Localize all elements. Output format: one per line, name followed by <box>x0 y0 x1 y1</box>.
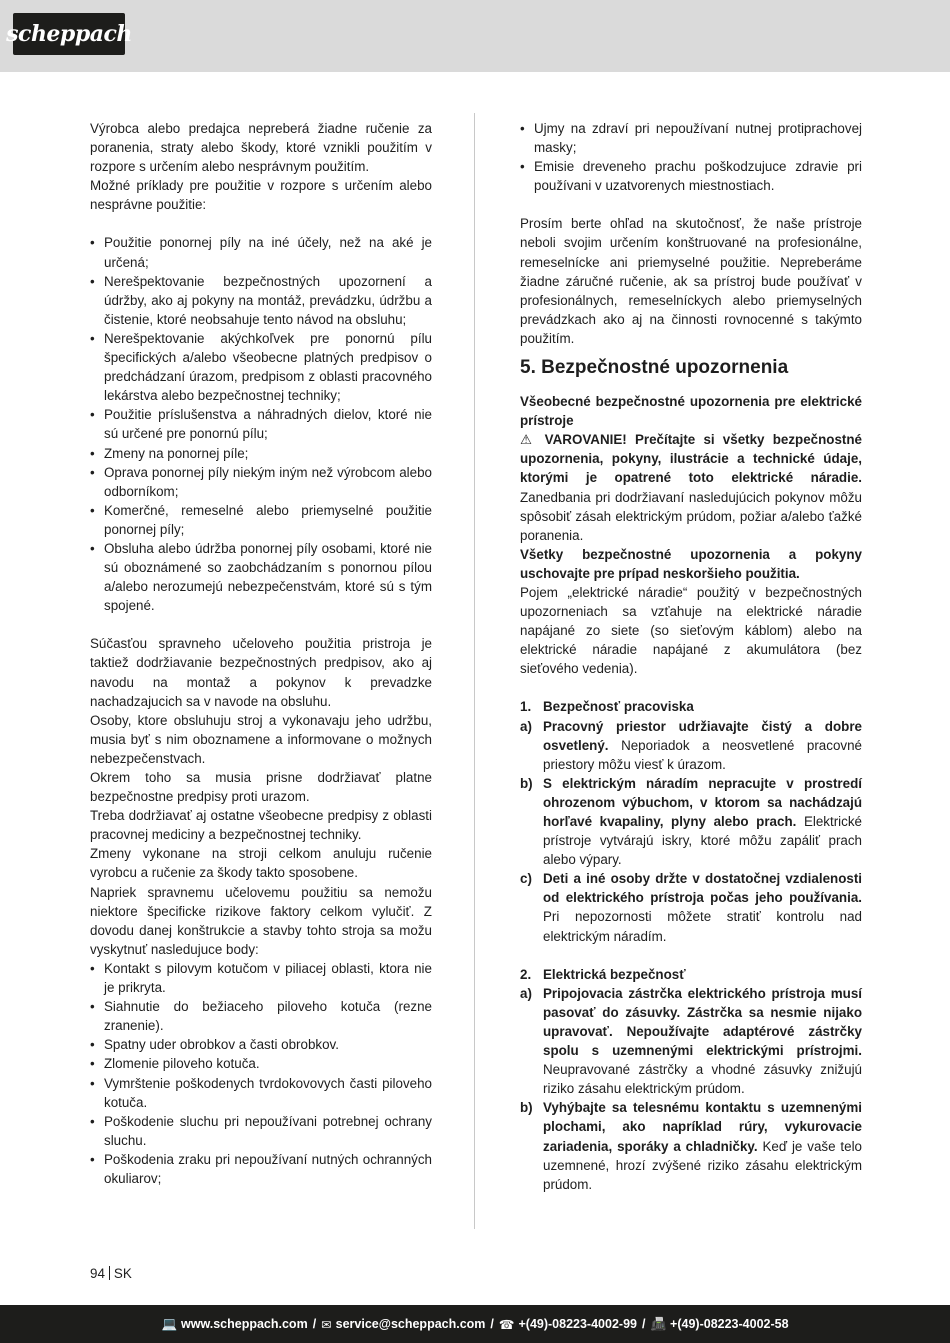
item-bold-text: S elektrickým náradím nepracujte v prostredí ohrozenom výbuchom, v ktorom sa nachádzajú horľavé kvapaliny, plyny alebo prach. <box>543 775 862 829</box>
list-item: • Emisie dreveneho prachu poškodzujuce zdravie pri používani v uzatvorenych miestnostiach. <box>520 157 862 195</box>
page-number-separator <box>109 1266 110 1280</box>
subsection-heading <box>520 697 862 716</box>
item-bold-text: Pripojovacia zástrčka elektrického prístroja musí pasovať do zásuvky. Zástrčka sa nesmie nijako upravovať. Nepoužívajte adaptérové zástrčky spolu s uzemnenými elektrickými prístrojmi. <box>543 985 862 1059</box>
warning-text: Zanedbania pri dodržiavaní nasledujúcich pokynov môžu spôsobiť zásah elektrickým prúdom, požiar a/alebo ťažké poranenia. <box>520 489 862 543</box>
intro-paragraph-1: Výrobca alebo predajca nepreberá žiadne ručenie za poranenia, straty alebo škody, ktoré vznikli použitím v rozpore s určením alebo nesprávnym použitím. <box>90 121 432 175</box>
list-item: • Zlomenie piloveho kotuča. <box>90 1054 432 1073</box>
item-text: Neupravované zástrčky a vhodné zásuvky znižujú riziko zásahu elektrickým prúdom. <box>543 1062 862 1097</box>
safety-item <box>520 1098 862 1193</box>
phone-icon: ☎ <box>498 1317 515 1332</box>
subsection-number: 2. <box>520 966 532 982</box>
page-number <box>90 1264 132 1283</box>
safety-item <box>520 984 862 1099</box>
footer-fax: +(49)-08223-4002-58 <box>670 1317 789 1331</box>
list-item: • Obsluha alebo údržba ponornej píly osobami, ktoré nie sú oboznámené so zaobchádzaním s ponornou pílou a/alebo nerozumejú nebezpečenstvám, ktoré sú s tým spojené. <box>90 539 432 615</box>
list-item: • Spatny uder obrobkov a časti obrobkov. <box>90 1035 432 1054</box>
item-text: Keď je vaše telo uzemnené, hrozí zvýšené riziko zásahu elektrickým prúdom. <box>543 1138 862 1192</box>
item-bold-text: Vyhýbajte sa telesnému kontaktu s uzemnenými plochami, ako napríklad rúry, vykurovacie zariadenia, sporáky a chladničky. <box>543 1100 862 1154</box>
section-title: 5. Bezpečnostné upozornenia <box>520 357 789 379</box>
footer-separator: / <box>312 1317 317 1331</box>
risk-list <box>90 959 432 1188</box>
page-header <box>0 0 950 72</box>
list-item: • Použitie príslušenstva a náhradných dielov, ktoré nie sú určené pre ponornú pílu; <box>90 405 432 443</box>
intro-paragraph-2: Možné príklady pre použitie v rozpore s určením alebo nesprávne použitie: <box>90 178 432 213</box>
body-paragraph: Treba dodržiavať aj ostatne všeobecne predpisy z oblasti pracovnej mediciny a bezpečnostnej techniky. <box>90 808 432 843</box>
body-paragraph: Zmeny vykonane na stroji celkom anuluju ručenie vyrobcu a ručenie za škody takto sposobene. <box>90 846 432 881</box>
list-item: • Zmeny na ponornej píle; <box>90 444 432 463</box>
page-number-value: 94 <box>90 1266 105 1281</box>
item-bold-text: Pracovný priestor udržiavajte čistý a dobre osvetlený. <box>543 718 862 753</box>
body-paragraph: Súčasťou spravneho učeloveho použitia pristroja je taktiež dodržiavanie bezpečnostných predpisov, ako aj navodu na montaž a pokynov k prevadzke nachadzajucich sa v navode na obsluhu. <box>90 636 432 709</box>
subsection-heading <box>520 965 862 984</box>
safety-item <box>520 717 862 774</box>
list-item: • Poškodenie sluchu pri nepoužívani potrebnej ochrany sluchu. <box>90 1112 432 1150</box>
body-paragraph: Napriek spravnemu učelovemu použitiu sa nemožu niektore špecificke rizikove faktory celkom vylučiť. Z dovodu danej konštrukcie a stavby tohto stroja sa možu vyskytnuť nasledujuce body: <box>90 884 432 957</box>
fax-icon: 📠 <box>650 1316 667 1331</box>
left-column <box>90 119 432 1188</box>
footer-separator: / <box>641 1317 646 1331</box>
item-text: Elektrické prístroje vytvárajú iskry, ktoré môžu zapáliť prach alebo výpary. <box>543 814 862 868</box>
item-letter: b) <box>520 1100 533 1116</box>
footer-website[interactable]: www.scheppach.com <box>181 1317 308 1331</box>
warning-triangle-icon: ⚠ <box>520 432 537 448</box>
list-item: • Siahnutie do bežiaceho piloveho kotuča (rezne zranenie). <box>90 997 432 1035</box>
subsection-title: Bezpečnosť pracoviska <box>543 699 694 715</box>
power-tool-definition: Pojem „elektrické náradie“ použitý v bezpečnostných upozorneniach sa vzťahuje na elektrické náradie napájané zo siete (so sieťovým káblom) alebo na elektrické náradie napájané z akumulátora (bez sieťového vedenia). <box>520 584 862 677</box>
page-footer <box>0 1305 950 1343</box>
item-letter: a) <box>520 985 532 1001</box>
footer-email[interactable]: service@scheppach.com <box>335 1317 486 1331</box>
warning-bold-text: VAROVANIE! Prečítajte si všetky bezpečnostné upozornenia, pokyny, ilustrácie a technické údaje, ktorými je opatrené toto elektrické náradie. <box>520 432 862 486</box>
item-letter: c) <box>520 871 532 887</box>
list-item: • Nerešpektovanie bezpečnostných upozornení a údržby, ako aj pokyny na montáž, prevádzku, údržbu a čistenie, ktoré neobsahuje tento návod na obsluhu; <box>90 272 432 329</box>
keep-instructions-text: Všetky bezpečnostné upozornenia a pokyny uschovajte pre prípad neskoršieho použitia. <box>520 546 862 581</box>
item-text: Neporiadok a neosvetlené pracovné priestory môžu viesť k úrazom. <box>543 737 862 772</box>
misuse-list <box>90 233 432 615</box>
warning-paragraph <box>520 430 862 545</box>
list-item: • Vymrštenie poškodenych tvrdokovovych časti piloveho kotuča. <box>90 1074 432 1112</box>
body-paragraph: Okrem toho sa musia prisne dodržiavať platne bezpečnostne predpisy proti urazom. <box>90 770 432 805</box>
page-language: SK <box>113 1266 132 1281</box>
column-divider <box>474 113 475 1229</box>
item-letter: b) <box>520 775 533 791</box>
item-bold-text: Deti a iné osoby držte v dostatočnej vzdialenosti od elektrického prístroja počas jeho používania. <box>543 871 862 906</box>
safety-item <box>520 774 862 869</box>
list-item: • Komerčné, remeselné alebo priemyselné použitie ponornej píly; <box>90 501 432 539</box>
body-paragraph: Osoby, ktore obsluhuju stroj a vykonavaju jeho udržbu, musia byť s nim oboznamene a informovane o možnych nebezpečenstvach. <box>90 712 432 766</box>
safety-item <box>520 869 862 945</box>
list-item: • Poškodenia zraku pri nepoužívaní nutných ochranných okuliarov; <box>90 1150 432 1188</box>
professional-use-note: Prosím berte ohľad na skutočnosť, že naše prístroje neboli svojim určením konštruované na profesionálne, remeselnícke ani priemyselné použitie. Nepreberáme žiadne záručné ručenie, ak sa prístroj bude používať v profesionálnych, remeselníckych alebo priemyselných prevádzkach ako aj na činnosti rovnocenné s takýmto použitím. <box>520 216 862 346</box>
footer-separator: / <box>490 1317 494 1331</box>
list-item: • Oprava ponornej píly niekým iným než výrobcom alebo odborníkom; <box>90 463 432 501</box>
mail-icon: ✉ <box>321 1317 332 1332</box>
scheppach-logo <box>6 13 132 55</box>
risk-list-continued <box>520 119 862 195</box>
right-column <box>520 119 862 1194</box>
list-item: • Nerešpektovanie akýchkoľvek pre ponornú pílu špecifických a/alebo všeobecne platných predpisov o predchádzaní úrazom, predpisom z oblasti pracovného lekárstva alebo bezpečnostnej techniky; <box>90 329 432 405</box>
item-text: Pri nepozornosti môžete stratiť kontrolu nad elektrickým náradím. <box>543 909 862 944</box>
subsection-title: Elektrická bezpečnosť <box>543 966 686 982</box>
computer-icon: 💻 <box>161 1316 178 1331</box>
item-letter: a) <box>520 718 532 734</box>
subsection-number: 1. <box>520 699 532 715</box>
logo-text: scheppach <box>6 21 132 47</box>
list-item: • Použitie ponornej píly na iné účely, než na aké je určená; <box>90 233 432 271</box>
general-safety-heading: Všeobecné bezpečnostné upozornenia pre elektrické prístroje <box>520 394 862 429</box>
list-item: • Ujmy na zdraví pri nepoužívaní nutnej protiprachovej masky; <box>520 119 862 157</box>
footer-phone: +(49)-08223-4002-99 <box>518 1317 637 1331</box>
list-item: • Kontakt s pilovym kotučom v piliacej oblasti, ktora nie je prikryta. <box>90 959 432 997</box>
